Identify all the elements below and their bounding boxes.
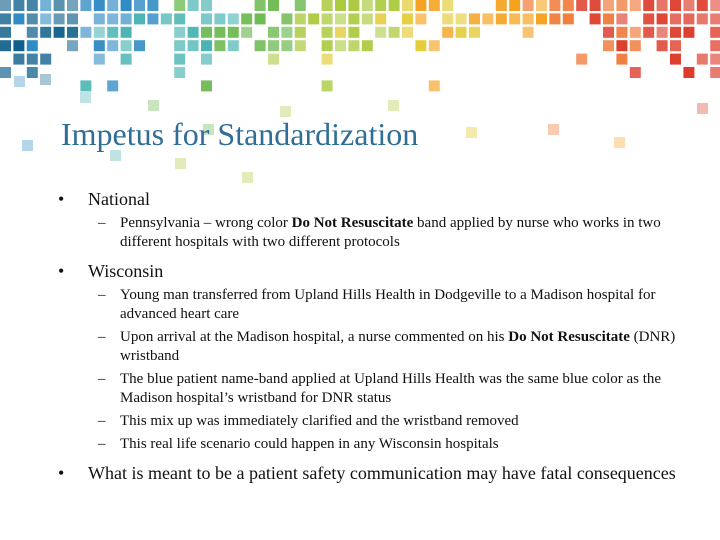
- mosaic-tile: [362, 0, 373, 11]
- mosaic-tile: [295, 13, 306, 24]
- mosaic-tile: [429, 40, 440, 51]
- mosaic-tile: [697, 54, 708, 65]
- mosaic-tile: [188, 0, 199, 11]
- dash-icon: –: [98, 329, 106, 345]
- mosaic-tile: [201, 40, 212, 51]
- mosaic-tile: [657, 40, 668, 51]
- mosaic-tile: [107, 27, 118, 38]
- mosaic-tile: [268, 27, 279, 38]
- mosaic-tile: [322, 27, 333, 38]
- mosaic-tile: [362, 40, 373, 51]
- mosaic-tile: [415, 0, 426, 11]
- mosaic-tile: [710, 27, 720, 38]
- dash-icon: –: [98, 287, 106, 303]
- mosaic-tile: [121, 40, 132, 51]
- mosaic-tile: [710, 54, 720, 65]
- mosaic-tile: [429, 80, 440, 91]
- bullet-label: National: [88, 189, 150, 209]
- mosaic-tile: [335, 40, 346, 51]
- mosaic-tile: [13, 0, 24, 11]
- mosaic-tile: [348, 0, 359, 11]
- mosaic-tile: [402, 27, 413, 38]
- mosaic-tile: [429, 0, 440, 11]
- mosaic-tile: [563, 0, 574, 11]
- mosaic-tile: [27, 27, 38, 38]
- mosaic-tile: [201, 0, 212, 11]
- mosaic-tile: [40, 13, 51, 24]
- sub-bullet: – Young man transferred from Upland Hills Health in Dodgeville to a Madison hospital for advanced heart care: [98, 287, 656, 322]
- mosaic-tile: [134, 13, 145, 24]
- mosaic-tile: [697, 0, 708, 11]
- mosaic-tile: [348, 13, 359, 24]
- mosaic-tile: [469, 27, 480, 38]
- mosaic-tile: [0, 13, 11, 24]
- mosaic-tile: [214, 27, 225, 38]
- mosaic-tile: [80, 92, 91, 103]
- sub-bullet: – Pennsylvania – wrong color Do Not Resuscitate band applied by nurse who works in two different hospitals with two different protocols: [98, 215, 661, 250]
- mosaic-tile: [228, 40, 239, 51]
- mosaic-tile: [268, 40, 279, 51]
- mosaic-tile: [616, 13, 627, 24]
- mosaic-tile: [134, 40, 145, 51]
- mosaic-tile: [281, 13, 292, 24]
- mosaic-tile: [375, 13, 386, 24]
- mosaic-tile: [670, 0, 681, 11]
- mosaic-tile: [67, 13, 78, 24]
- mosaic-tile: [241, 13, 252, 24]
- mosaic-tile: [121, 54, 132, 65]
- mosaic-tile: [482, 13, 493, 24]
- sub-bullet: – The blue patient name-band applied at Upland Hills Health was the same blue color as the Madison hospital’s wristband for DNR status: [98, 371, 662, 406]
- mosaic-tile: [67, 0, 78, 11]
- mosaic-tile: [670, 13, 681, 24]
- mosaic-tile: [670, 40, 681, 51]
- sub-bullet: – This mix up was immediately clarified and the wristband removed: [98, 413, 519, 429]
- mosaic-tile: [13, 54, 24, 65]
- mosaic-tile: [603, 27, 614, 38]
- mosaic-tile: [683, 0, 694, 11]
- mosaic-tile: [268, 0, 279, 11]
- mosaic-tile: [670, 54, 681, 65]
- mosaic-tile: [175, 158, 186, 169]
- mosaic-tile: [94, 13, 105, 24]
- mosaic-tile: [335, 0, 346, 11]
- mosaic-tile: [630, 27, 641, 38]
- mosaic-tile: [549, 13, 560, 24]
- mosaic-tile: [0, 40, 11, 51]
- mosaic-tile: [121, 13, 132, 24]
- mosaic-tile: [322, 0, 333, 11]
- mosaic-tile: [174, 0, 185, 11]
- mosaic-tile: [466, 127, 477, 138]
- mosaic-tile: [121, 0, 132, 11]
- mosaic-tile: [616, 0, 627, 11]
- mosaic-tile: [0, 0, 11, 11]
- mosaic-tile: [27, 0, 38, 11]
- mosaic-tile: [255, 0, 266, 11]
- mosaic-tile: [415, 13, 426, 24]
- mosaic-tile: [335, 27, 346, 38]
- mosaic-tile: [174, 13, 185, 24]
- mosaic-tile: [201, 54, 212, 65]
- mosaic-tile: [281, 40, 292, 51]
- mosaic-tile: [389, 27, 400, 38]
- mosaic-tile: [389, 0, 400, 11]
- sub-bullet: – Upon arrival at the Madison hospital, a nurse commented on his Do Not Resuscitate (DNR) wristband: [98, 329, 676, 364]
- mosaic-tile: [241, 27, 252, 38]
- mosaic-tile: [322, 40, 333, 51]
- mosaic-tile: [375, 0, 386, 11]
- mosaic-tile: [94, 0, 105, 11]
- mosaic-tile: [442, 27, 453, 38]
- mosaic-tile: [242, 172, 253, 183]
- mosaic-tile: [121, 27, 132, 38]
- mosaic-tile: [13, 13, 24, 24]
- bullet-patient-safety: [58, 462, 678, 484]
- mosaic-tile: [523, 27, 534, 38]
- mosaic-tile: [509, 0, 520, 11]
- mosaic-tile: [456, 27, 467, 38]
- mosaic-tile: [147, 0, 158, 11]
- mosaic-tile: [657, 0, 668, 11]
- mosaic-tile: [616, 40, 627, 51]
- mosaic-tile: [67, 40, 78, 51]
- dash-icon: –: [98, 371, 106, 387]
- mosaic-tile: [27, 40, 38, 51]
- mosaic-tile: [107, 0, 118, 11]
- mosaic-tile: [201, 13, 212, 24]
- mosaic-tile: [616, 54, 627, 65]
- mosaic-tile: [22, 140, 33, 151]
- mosaic-tile: [80, 0, 91, 11]
- mosaic-tile: [268, 54, 279, 65]
- dash-icon: –: [98, 413, 106, 429]
- mosaic-tile: [496, 13, 507, 24]
- mosaic-tile: [134, 0, 145, 11]
- mosaic-tile: [322, 13, 333, 24]
- mosaic-tile: [107, 40, 118, 51]
- mosaic-tile: [201, 27, 212, 38]
- mosaic-tile: [80, 27, 91, 38]
- slide-title: Impetus for Standardization: [61, 116, 419, 152]
- mosaic-tile: [710, 67, 720, 78]
- mosaic-tile: [348, 40, 359, 51]
- mosaic-tile: [697, 103, 708, 114]
- mosaic-tile: [710, 40, 720, 51]
- mosaic-tile: [27, 67, 38, 78]
- mosaic-tile: [630, 67, 641, 78]
- mosaic-tile: [548, 124, 559, 135]
- mosaic-tile: [683, 13, 694, 24]
- mosaic-tile: [523, 0, 534, 11]
- mosaic-tile: [509, 13, 520, 24]
- mosaic-tile: [40, 74, 51, 85]
- mosaic-tile: [523, 13, 534, 24]
- mosaic-tile: [27, 54, 38, 65]
- mosaic-tile: [630, 40, 641, 51]
- mosaic-tile: [616, 27, 627, 38]
- mosaic-tile: [188, 27, 199, 38]
- mosaic-tile: [375, 27, 386, 38]
- mosaic-tile: [281, 27, 292, 38]
- mosaic-tile: [536, 0, 547, 11]
- bullet-national: [58, 188, 678, 210]
- mosaic-tile: [40, 54, 51, 65]
- mosaic-tile: [603, 40, 614, 51]
- mosaic-tile: [40, 27, 51, 38]
- mosaic-tile: [94, 54, 105, 65]
- mosaic-tile: [710, 13, 720, 24]
- mosaic-tile: [13, 40, 24, 51]
- mosaic-tile: [657, 27, 668, 38]
- mosaic-tile: [335, 13, 346, 24]
- mosaic-tile: [402, 0, 413, 11]
- slide-body: [58, 188, 678, 484]
- mosaic-tile: [643, 0, 654, 11]
- decorative-mosaic-banner: [0, 0, 720, 200]
- mosaic-tile: [657, 13, 668, 24]
- mosaic-tile: [295, 0, 306, 11]
- mosaic-tile: [188, 40, 199, 51]
- mosaic-tile: [201, 80, 212, 91]
- mosaic-tile: [322, 54, 333, 65]
- mosaic-tile: [536, 13, 547, 24]
- mosaic-tile: [147, 13, 158, 24]
- mosaic-tile: [174, 54, 185, 65]
- bullet-icon: •: [58, 189, 65, 209]
- mosaic-tile: [643, 13, 654, 24]
- mosaic-tile: [255, 40, 266, 51]
- mosaic-tile: [148, 100, 159, 111]
- mosaic-tile: [228, 13, 239, 24]
- mosaic-tile: [295, 40, 306, 51]
- mosaic-tile: [214, 40, 225, 51]
- mosaic-tile: [362, 13, 373, 24]
- mosaic-tile: [576, 0, 587, 11]
- mosaic-tile: [54, 0, 65, 11]
- mosaic-tile: [670, 27, 681, 38]
- mosaic-tile: [174, 67, 185, 78]
- mosaic-tile: [107, 13, 118, 24]
- mosaic-tile: [415, 40, 426, 51]
- mosaic-tile: [442, 13, 453, 24]
- mosaic-tile: [54, 27, 65, 38]
- mosaic-tile: [174, 40, 185, 51]
- mosaic-tile: [614, 137, 625, 148]
- mosaic-tile: [228, 27, 239, 38]
- mosaic-tile: [442, 0, 453, 11]
- mosaic-tile: [388, 100, 399, 111]
- mosaic-tile: [40, 0, 51, 11]
- mosaic-tile: [94, 40, 105, 51]
- bullet-icon: •: [58, 261, 65, 281]
- mosaic-tile: [549, 0, 560, 11]
- mosaic-tile: [683, 67, 694, 78]
- mosaic-tile: [402, 13, 413, 24]
- bullet-label: What is meant to be a patient safety communication may have fatal consequences: [88, 463, 676, 483]
- mosaic-tile: [643, 27, 654, 38]
- bullet-wisconsin: [58, 260, 678, 282]
- bullet-icon: •: [58, 463, 65, 483]
- dash-icon: –: [98, 436, 106, 452]
- mosaic-tile: [94, 27, 105, 38]
- mosaic-tile: [469, 13, 480, 24]
- bullet-label: Wisconsin: [88, 261, 164, 281]
- mosaic-tile: [161, 13, 172, 24]
- mosaic-tile: [174, 27, 185, 38]
- mosaic-tile: [590, 0, 601, 11]
- mosaic-tile: [67, 27, 78, 38]
- mosaic-tile: [14, 76, 25, 87]
- mosaic-tile: [0, 67, 11, 78]
- mosaic-tile: [710, 0, 720, 11]
- mosaic-tile: [255, 13, 266, 24]
- mosaic-tile: [214, 13, 225, 24]
- mosaic-tile: [295, 27, 306, 38]
- sub-bullet: – This real life scenario could happen in any Wisconsin hospitals: [98, 436, 499, 452]
- mosaic-tile: [54, 13, 65, 24]
- mosaic-tile: [308, 13, 319, 24]
- dash-icon: –: [98, 215, 106, 231]
- mosaic-tile: [603, 0, 614, 11]
- mosaic-tile: [590, 13, 601, 24]
- mosaic-tile: [697, 13, 708, 24]
- mosaic-tile: [630, 0, 641, 11]
- mosaic-tile: [107, 80, 118, 91]
- mosaic-tile: [348, 27, 359, 38]
- mosaic-tile: [456, 13, 467, 24]
- mosaic-tile: [576, 54, 587, 65]
- mosaic-tile: [322, 80, 333, 91]
- mosaic-tile: [683, 27, 694, 38]
- mosaic-tile: [603, 13, 614, 24]
- mosaic-tile: [496, 0, 507, 11]
- mosaic-tile: [27, 13, 38, 24]
- mosaic-tile: [80, 80, 91, 91]
- mosaic-tile: [0, 27, 11, 38]
- mosaic-tile: [563, 13, 574, 24]
